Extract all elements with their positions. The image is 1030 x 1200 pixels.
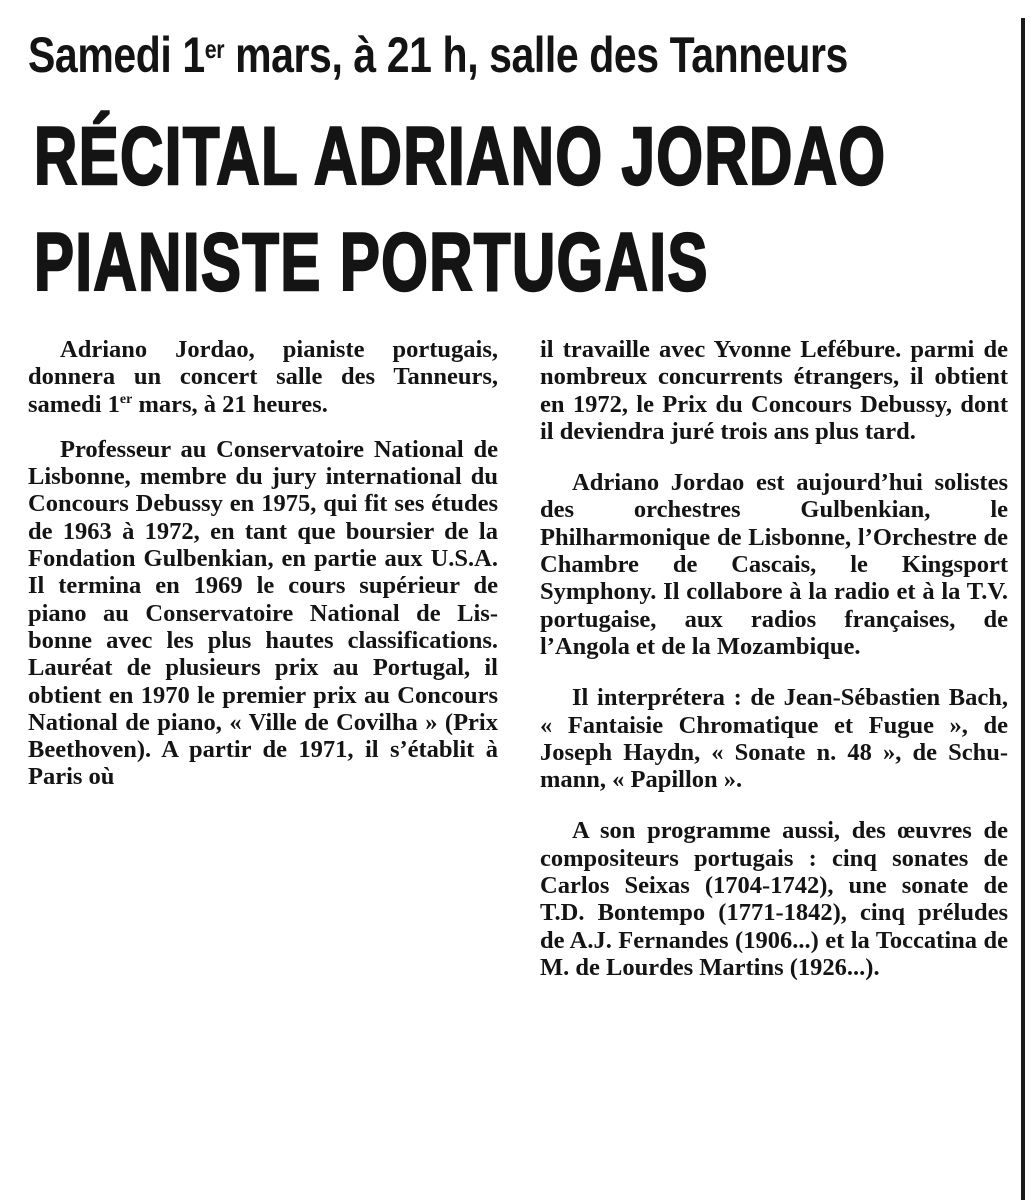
article-paragraph [28,336,498,418]
dateline-day: Samedi 1 [28,27,205,83]
headline-line-1: RÉCITAL ADRIANO JORDAO [34,111,887,202]
dateline-ordinal: er [204,34,225,64]
article-paragraph: A son programme aussi, des œuvres de compositeurs portugais : cinq sonates de Carlos Seixas (1704-1742), une sonate de T.D. Bontempo (1771-1842), cinq préludes de A.J. Fernandes (1906...) et la Toccatina de M. de Lourdes Martins (1926...). [540,817,1008,981]
dateline-rest: mars, à 21 h, salle des Tanneurs [224,27,848,83]
paragraph-text: Adriano Jordao, pianiste portugais, donnera un concert salle des Tanneurs, samedi 1 [28,336,498,418]
column-rule [1021,18,1025,1200]
article-paragraph-continued: il travaille avec Yvonne Lefébure. parmi de nombreux concurrents étrangers, il obtient en 1972, le Prix du Concours Debussy, dont il deviendra juré trois ans plus tard. [540,336,1008,445]
article-paragraph: Il interprétera : de Jean-Sébastien Bach, « Fantaisie Chromatique et Fugue », de Joseph Haydn, « Sonate n. 48 », de Schumann, « Papillon ». [540,684,1008,794]
article-paragraph: Adriano Jordao est aujourd’hui solistes des orchestres Gulbenkian, le Philharmonique de Lisbonne, l’Orchestre de Chambre de Cascais, le Kingsport Symphony. Il collabore à la radio et à la T.V. portugaise, aux radios françaises, de l’Angola et de la Mozambique. [540,469,1008,660]
article-column-left [28,336,498,791]
article-paragraph: Professeur au Conservatoire National de Lisbonne, membre du jury international du Concours Debussy en 1975, qui fit ses études de 1963 à 1972, en tant que boursier de la Fondation Gulbenkian, en partie aux U.S.A. Il termina en 1969 le cours supérieur de piano au Conservatoire National de Lisbonne avec les plus hautes classifications. Lauréat de plusieurs prix au Portugal, il obtient en 1970 le premier prix au Concours National de piano, « Ville de Covilha » (Prix Beethoven). A partir de 1971, il s’établit à Paris où [28,435,498,791]
headline-line-2: PIANISTE PORTUGAIS [34,217,709,308]
paragraph-text: mars, à 21 heures. [132,390,328,418]
article-column-right [540,336,1008,981]
event-dateline [28,22,848,88]
ordinal-suffix: er [119,391,133,407]
